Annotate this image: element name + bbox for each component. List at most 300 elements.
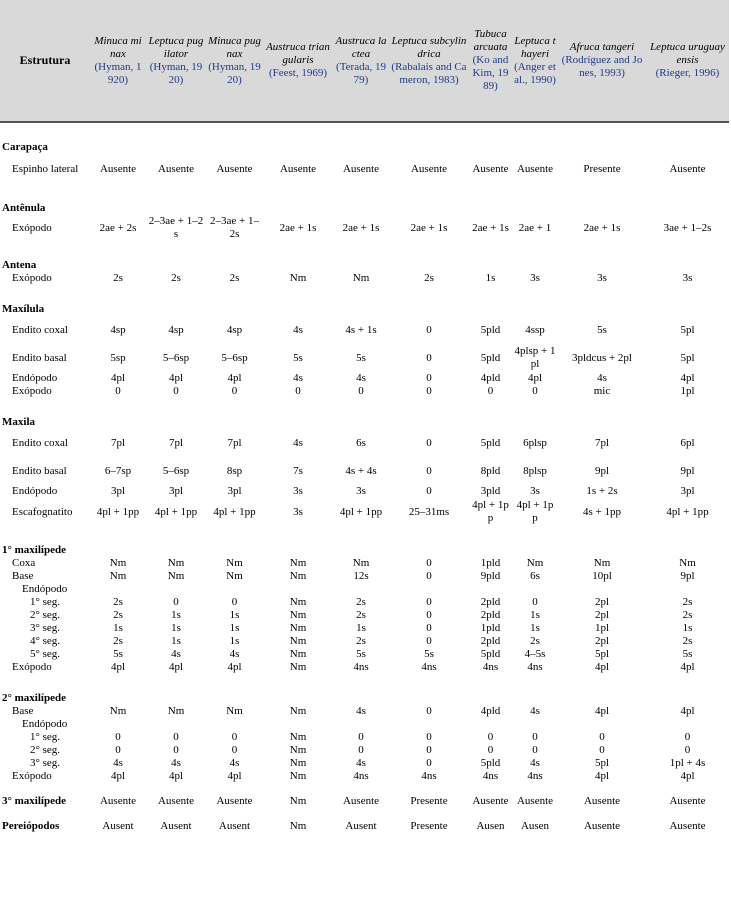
- value-cell: [146, 718, 206, 731]
- empty-cell: [389, 285, 469, 316]
- value-cell: Nm: [167, 557, 185, 569]
- value-cell: 3pldcus + 2pl: [572, 351, 632, 364]
- empty-cell: [263, 398, 333, 429]
- value-cell: 7s: [293, 464, 303, 477]
- empty-cell: [558, 398, 646, 429]
- value-cell: [646, 718, 729, 731]
- value-cell: 0: [487, 731, 494, 743]
- value-cell: 0: [173, 596, 179, 608]
- value-cell: 4s: [356, 372, 366, 384]
- value-cell: 0: [115, 385, 121, 397]
- header-species: [512, 0, 558, 122]
- value-cell: 4pl: [168, 770, 184, 782]
- row-label: Base: [12, 705, 34, 717]
- value-cell: [558, 718, 646, 731]
- section-row: [0, 184, 729, 215]
- value-cell: Nm: [289, 744, 307, 756]
- value-cell: 0: [426, 622, 432, 634]
- empty-cell: [333, 526, 389, 557]
- value-cell: 3pl: [680, 485, 695, 497]
- value-cell: Nm: [679, 557, 696, 569]
- species-author[interactable]: (Rieger, 1996): [655, 67, 720, 79]
- value-cell: 0: [426, 323, 432, 336]
- empty-cell: [512, 122, 558, 154]
- species-name: Afruca tangeri: [569, 41, 635, 53]
- value-cell: Ausente: [516, 162, 554, 175]
- value-cell: 3s: [682, 272, 693, 284]
- table-row: [0, 570, 729, 583]
- value-cell: Nm: [109, 705, 127, 717]
- section-row: [0, 122, 729, 154]
- value-cell: 4pl: [168, 372, 184, 384]
- empty-cell: [512, 674, 558, 705]
- empty-cell: [90, 398, 146, 429]
- empty-cell: [389, 398, 469, 429]
- header-species: [333, 0, 389, 122]
- value-cell: 6s: [530, 570, 540, 582]
- value-cell: 4pl: [594, 661, 610, 673]
- empty-cell: [469, 526, 512, 557]
- value-cell: 3ae + 1–2s: [663, 221, 712, 234]
- row-label: Endito coxal: [12, 436, 68, 449]
- value-cell: 4s: [293, 372, 303, 384]
- section-title: Antênula: [2, 202, 46, 214]
- value-cell: 5s: [293, 351, 303, 364]
- row-label: Endópodo: [22, 583, 68, 595]
- empty-cell: [646, 674, 729, 705]
- value-cell: 4pld: [480, 705, 501, 717]
- value-cell: 3pl: [168, 485, 184, 497]
- value-cell: 1pld: [480, 622, 501, 634]
- row-label: Exópodo: [12, 221, 52, 234]
- empty-cell: [90, 122, 146, 154]
- row-label: Base: [12, 570, 34, 582]
- empty-cell: [389, 184, 469, 215]
- value-cell: 4s: [293, 323, 303, 336]
- value-cell: [263, 718, 333, 731]
- value-cell: 0: [231, 744, 238, 756]
- empty-cell: [646, 184, 729, 215]
- table-row: [0, 808, 729, 833]
- value-cell: 0: [295, 385, 301, 397]
- empty-cell: [512, 398, 558, 429]
- value-cell: 2s: [113, 635, 123, 647]
- header-structure: Estrutura: [0, 0, 90, 122]
- value-cell: 2s: [682, 596, 693, 608]
- empty-cell: [90, 526, 146, 557]
- value-cell: Nm: [226, 705, 243, 717]
- value-cell: 2s: [113, 596, 123, 608]
- value-cell: 2pld: [480, 596, 501, 608]
- value-cell: 4s: [229, 648, 240, 660]
- value-cell: 8pld: [480, 464, 501, 477]
- value-cell: 2s: [682, 609, 693, 621]
- value-cell: Ausente: [157, 795, 195, 807]
- value-cell: Nm: [593, 557, 611, 569]
- species-author[interactable]: (Ko and Kim, 1989): [472, 54, 509, 92]
- value-cell: 4sp: [226, 323, 243, 336]
- species-author[interactable]: (Terada, 1979): [336, 60, 386, 86]
- value-cell: 0: [426, 351, 432, 364]
- value-cell: [206, 583, 263, 596]
- value-cell: 5pld: [480, 323, 501, 336]
- value-cell: 5pl: [680, 351, 695, 364]
- row-label: Endito basal: [12, 351, 67, 364]
- value-cell: 25–31ms: [408, 505, 450, 518]
- section-row: [0, 398, 729, 429]
- table-row: [0, 557, 729, 570]
- value-cell: 4s + 1s: [345, 323, 377, 336]
- section-row: [0, 526, 729, 557]
- value-cell: Ausente: [216, 795, 253, 807]
- value-cell: 1s: [229, 622, 240, 634]
- value-cell: Nm: [526, 557, 544, 569]
- row-label: 2° seg.: [30, 744, 61, 756]
- value-cell: 0: [426, 744, 432, 756]
- value-cell: Nm: [109, 570, 127, 582]
- section-title: Carapaça: [2, 141, 48, 153]
- table-row: [0, 770, 729, 783]
- value-cell: 1s: [113, 622, 123, 634]
- value-cell: 3s: [293, 485, 303, 497]
- value-cell: 4s: [530, 757, 540, 769]
- value-cell: 5pl: [594, 648, 610, 660]
- value-cell: 7pl: [227, 436, 242, 449]
- table-row: [0, 744, 729, 757]
- species-name: Leptuca thayeri: [514, 34, 556, 60]
- value-cell: 6s: [356, 436, 366, 449]
- value-cell: 0: [487, 744, 494, 756]
- value-cell: 1pld: [480, 557, 501, 569]
- empty-cell: [333, 241, 389, 272]
- empty-cell: [206, 241, 263, 272]
- empty-cell: [146, 184, 206, 215]
- empty-cell: [206, 398, 263, 429]
- value-cell: Ausent: [218, 820, 251, 832]
- empty-cell: [558, 241, 646, 272]
- empty-cell: [469, 184, 512, 215]
- value-cell: 9pl: [680, 570, 695, 582]
- value-cell: 5s: [356, 351, 366, 364]
- value-cell: 0: [358, 385, 364, 397]
- row-label: Endito basal: [12, 464, 67, 477]
- value-cell: 1pl: [594, 622, 610, 634]
- header-species: [146, 0, 206, 122]
- empty-cell: [469, 285, 512, 316]
- section-title: 2° maxilípede: [2, 692, 66, 704]
- empty-cell: [146, 398, 206, 429]
- empty-cell: [263, 526, 333, 557]
- value-cell: Nm: [289, 609, 307, 621]
- empty-cell: [469, 674, 512, 705]
- value-cell: Ausente: [516, 795, 554, 807]
- empty-cell: [263, 674, 333, 705]
- value-cell: 2s: [356, 596, 366, 608]
- species-author[interactable]: (Anger et al., 1990): [514, 60, 556, 86]
- value-cell: 3s: [530, 272, 540, 284]
- value-cell: 1s: [530, 622, 540, 634]
- value-cell: 5–6sp: [162, 351, 190, 364]
- empty-cell: [389, 122, 469, 154]
- section-row: [0, 241, 729, 272]
- value-cell: 5s: [597, 323, 607, 336]
- value-cell: 0: [426, 635, 432, 647]
- empty-cell: [558, 674, 646, 705]
- value-cell: Ausente: [157, 162, 195, 175]
- empty-cell: [469, 398, 512, 429]
- section-row: [0, 674, 729, 705]
- row-label: Exópodo: [12, 385, 52, 397]
- value-cell: 2ae + 1s: [472, 221, 509, 234]
- table-row: [0, 429, 729, 457]
- empty-cell: [90, 285, 146, 316]
- value-cell: 0: [426, 557, 432, 569]
- value-cell: 4ssp: [525, 323, 545, 336]
- table-row: [0, 757, 729, 770]
- table-row: [0, 372, 729, 385]
- value-cell: 4pl + 1pp: [96, 505, 140, 518]
- empty-cell: [512, 184, 558, 215]
- value-cell: 0: [684, 731, 691, 743]
- value-cell: Presente: [410, 820, 448, 832]
- value-cell: 0: [115, 744, 121, 756]
- species-author[interactable]: (Hyman, 1920): [149, 60, 203, 86]
- value-cell: Nm: [289, 731, 307, 743]
- value-cell: Nm: [289, 661, 307, 673]
- empty-cell: [646, 241, 729, 272]
- value-cell: [90, 583, 146, 596]
- row-label: Exópodo: [12, 661, 52, 673]
- value-cell: 1s: [356, 622, 366, 634]
- value-cell: 0: [231, 731, 238, 743]
- value-cell: 4pl + 1pp: [213, 505, 256, 518]
- empty-cell: [263, 241, 333, 272]
- empty-cell: [389, 526, 469, 557]
- value-cell: 3s: [530, 485, 540, 497]
- value-cell: 4ns: [421, 661, 437, 673]
- value-cell: 0: [426, 705, 432, 717]
- value-cell: 2–3ae + 1–2s: [210, 215, 259, 240]
- value-cell: 2ae + 1s: [279, 221, 317, 234]
- empty-cell: [206, 184, 263, 215]
- empty-cell: [389, 674, 469, 705]
- section-title: Pereiópodos: [2, 820, 60, 832]
- value-cell: 6plsp: [523, 436, 547, 449]
- value-cell: 7pl: [594, 436, 610, 449]
- value-cell: Ausente: [216, 162, 253, 175]
- table-row: [0, 731, 729, 744]
- value-cell: 2s: [171, 272, 181, 284]
- species-name: Leptuca pugilator: [148, 34, 204, 60]
- value-cell: 4pl: [227, 661, 242, 673]
- value-cell: mic: [593, 385, 611, 397]
- value-cell: 4s: [113, 757, 123, 769]
- empty-cell: [206, 285, 263, 316]
- value-cell: 0: [426, 570, 432, 582]
- table-row: [0, 661, 729, 674]
- value-cell: 0: [532, 596, 538, 608]
- value-cell: 3pld: [480, 485, 501, 497]
- value-cell: 1s: [171, 609, 181, 621]
- value-cell: Nm: [289, 757, 307, 769]
- value-cell: 0: [426, 609, 432, 621]
- value-cell: 5pld: [480, 648, 501, 660]
- value-cell: 0: [487, 385, 494, 397]
- value-cell: Ausente: [279, 162, 317, 175]
- value-cell: 5s: [356, 648, 366, 660]
- value-cell: 0: [599, 731, 605, 743]
- value-cell: 0: [532, 744, 538, 756]
- value-cell: 4pl + 1pp: [516, 499, 554, 524]
- value-cell: 5–6sp: [221, 351, 248, 364]
- row-label: Endópodo: [12, 372, 58, 384]
- species-name: Minuca minax: [94, 34, 142, 60]
- value-cell: 4s + 1pp: [583, 505, 621, 518]
- header-species: [263, 0, 333, 122]
- value-cell: Ausente: [472, 162, 509, 175]
- value-cell: [146, 583, 206, 596]
- empty-cell: [558, 122, 646, 154]
- value-cell: 12s: [353, 570, 369, 582]
- value-cell: 4pl + 1pp: [154, 505, 198, 518]
- value-cell: Ausent: [160, 820, 192, 832]
- value-cell: 4s: [171, 757, 181, 769]
- species-author[interactable]: (Rabalais and Cameron, 1983): [391, 60, 467, 86]
- value-cell: 6–7sp: [104, 464, 132, 477]
- value-cell: Nm: [289, 770, 307, 782]
- value-cell: Presente: [410, 795, 448, 807]
- value-cell: 0: [532, 385, 538, 397]
- value-cell: 3pl: [227, 485, 242, 497]
- value-cell: [512, 718, 558, 731]
- empty-cell: [646, 398, 729, 429]
- value-cell: 2s: [682, 635, 693, 647]
- empty-cell: [512, 526, 558, 557]
- value-cell: 0: [426, 372, 432, 384]
- table-row: [0, 718, 729, 731]
- value-cell: Ausente: [583, 820, 621, 832]
- row-label: 3° seg.: [30, 622, 61, 634]
- value-cell: [558, 583, 646, 596]
- header-species: [90, 0, 146, 122]
- value-cell: 4ns: [482, 770, 499, 782]
- value-cell: Ausente: [99, 795, 137, 807]
- value-cell: 4ns: [482, 661, 499, 673]
- value-cell: Nm: [289, 648, 307, 660]
- species-name: Minuca pugnax: [208, 34, 261, 60]
- value-cell: [469, 718, 512, 731]
- value-cell: [389, 718, 469, 731]
- row-label: Exópodo: [12, 272, 52, 284]
- species-name: Tubuca arcuata: [473, 28, 508, 53]
- value-cell: 4s: [356, 705, 366, 717]
- value-cell: [333, 583, 389, 596]
- value-cell: Ausente: [99, 162, 137, 175]
- table-row: [0, 457, 729, 485]
- value-cell: 0: [115, 731, 121, 743]
- value-cell: Nm: [289, 272, 307, 284]
- value-cell: Nm: [289, 795, 307, 807]
- value-cell: 0: [426, 757, 432, 769]
- empty-cell: [263, 122, 333, 154]
- row-label: Coxa: [12, 557, 36, 569]
- value-cell: 2s: [229, 272, 240, 284]
- value-cell: 0: [426, 485, 432, 497]
- value-cell: 0: [684, 744, 691, 756]
- empty-cell: [206, 122, 263, 154]
- value-cell: Ausent: [345, 820, 377, 832]
- table-row: [0, 272, 729, 285]
- value-cell: Ausente: [669, 820, 706, 832]
- value-cell: 0: [358, 731, 364, 743]
- row-label: Escafognatito: [12, 505, 73, 518]
- value-cell: 7pl: [110, 436, 126, 449]
- table-row: [0, 783, 729, 808]
- value-cell: 1s + 2s: [586, 485, 618, 497]
- table-row: [0, 154, 729, 184]
- value-cell: Nm: [289, 596, 307, 608]
- row-label: 2° seg.: [30, 609, 61, 621]
- empty-cell: [389, 241, 469, 272]
- value-cell: Nm: [352, 272, 370, 284]
- value-cell: [469, 583, 512, 596]
- empty-cell: [90, 674, 146, 705]
- value-cell: 4pl: [680, 661, 695, 673]
- value-cell: 0: [532, 731, 538, 743]
- value-cell: 4pl: [680, 705, 695, 717]
- value-cell: Ausente: [410, 162, 448, 175]
- value-cell: Nm: [167, 570, 185, 582]
- empty-cell: [512, 285, 558, 316]
- value-cell: 0: [231, 596, 238, 608]
- species-author[interactable]: (Feest, 1969): [268, 67, 328, 79]
- header-species: [389, 0, 469, 122]
- empty-cell: [263, 184, 333, 215]
- row-label: Endito coxal: [12, 323, 68, 336]
- row-label: 1° seg.: [30, 596, 61, 608]
- value-cell: 5pl: [680, 323, 695, 336]
- value-cell: 4pl + 1pp: [472, 499, 509, 524]
- empty-cell: [646, 122, 729, 154]
- value-cell: 4s: [229, 757, 240, 769]
- species-author[interactable]: (Hyman, 1920): [94, 60, 142, 86]
- value-cell: 4pl: [227, 770, 242, 782]
- section-title: 1° maxilípede: [2, 544, 66, 556]
- value-cell: 2ae + 1s: [583, 221, 621, 234]
- value-cell: 4pl + 1pp: [339, 505, 383, 518]
- value-cell: 2pl: [594, 596, 610, 608]
- value-cell: 8plsp: [523, 464, 547, 477]
- row-label: Endópodo: [12, 485, 58, 497]
- table-row: [0, 622, 729, 635]
- value-cell: 2ae + 1: [518, 221, 552, 234]
- empty-cell: [90, 184, 146, 215]
- value-cell: 3s: [293, 505, 303, 518]
- species-author[interactable]: (Rodríguez and Jones, 1993): [561, 54, 643, 79]
- table-row: [0, 316, 729, 344]
- value-cell: 1pl + 4s: [669, 757, 706, 769]
- value-cell: Nm: [226, 557, 243, 569]
- value-cell: 2pl: [594, 635, 610, 647]
- value-cell: 5s: [424, 648, 434, 660]
- value-cell: [263, 583, 333, 596]
- value-cell: 1s: [485, 272, 496, 284]
- value-cell: 0: [426, 596, 432, 608]
- value-cell: 4s: [171, 648, 181, 660]
- value-cell: 5s: [113, 648, 123, 660]
- value-cell: 1s: [229, 635, 240, 647]
- species-author[interactable]: (Hyman, 1920): [208, 60, 261, 86]
